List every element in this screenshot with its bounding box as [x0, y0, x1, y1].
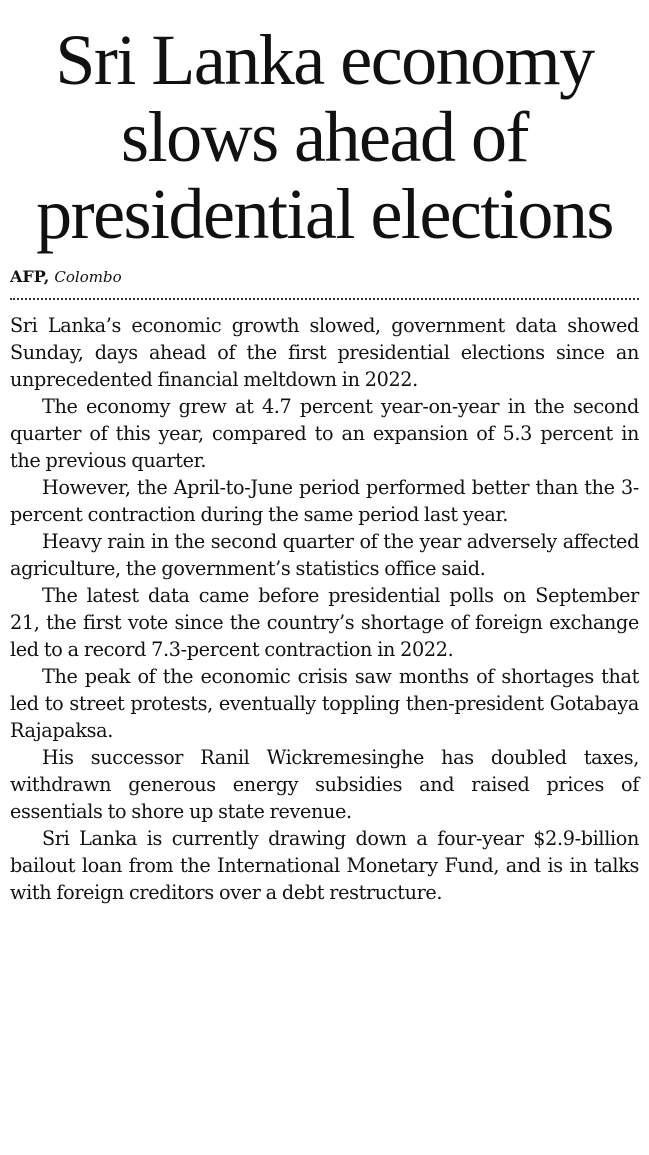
byline-agency: AFP, — [10, 267, 50, 286]
article-paragraph: The economy grew at 4.7 percent year-on-year in the second quarter of this year, compared to an expansion of 5.3 percent in the previous quarter. — [10, 395, 639, 472]
article-paragraph: Sri Lanka is currently drawing down a four-year $2.9-billion bailout loan from the International Monetary Fund, and is in talks with foreign creditors over a debt restructure. — [10, 827, 639, 904]
article-body — [10, 312, 639, 906]
article-paragraph: Heavy rain in the second quarter of the year adversely affected agriculture, the government’s statistics office said. — [10, 530, 639, 580]
article-paragraph: Sri Lanka’s economic growth slowed, government data showed Sunday, days ahead of the first presidential elections since an unprecedented financial meltdown in 2022. — [10, 314, 639, 391]
article-paragraph: However, the April-to-June period performed better than the 3-percent contraction during the same period last year. — [10, 476, 639, 526]
byline-location: Colombo — [54, 268, 122, 286]
article-paragraph: The latest data came before presidential polls on September 21, the first vote since the country’s shortage of foreign exchange led to a record 7.3-percent contraction in 2022. — [10, 584, 639, 661]
article-headline: Sri Lanka economy slows ahead of presidential elections — [36, 20, 613, 254]
dotted-divider — [10, 298, 639, 300]
news-article — [10, 0, 639, 906]
article-paragraph: The peak of the economic crisis saw months of shortages that led to street protests, eventually toppling then-president Gotabaya Rajapaksa. — [10, 665, 639, 742]
byline — [10, 264, 639, 290]
article-paragraph: His successor Ranil Wickremesinghe has doubled taxes, withdrawn generous energy subsidies and raised prices of essentials to shore up state revenue. — [10, 746, 639, 823]
